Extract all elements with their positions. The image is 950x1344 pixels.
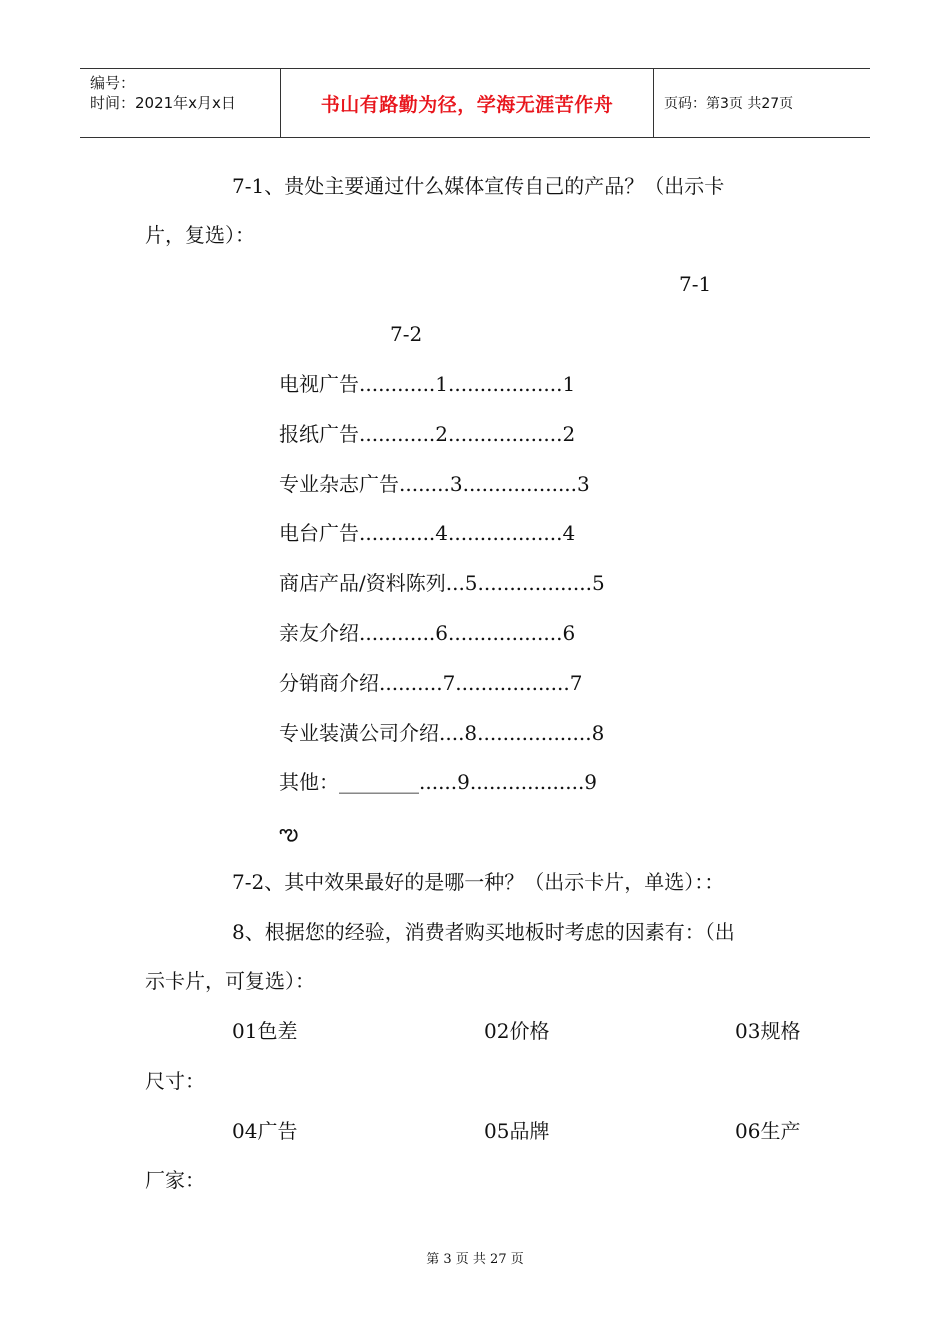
- option-row: 电视广告............1..................1: [279, 372, 576, 396]
- question-7-2: 7-2、其中效果最好的是哪一种？（出示卡片，单选）：：: [232, 870, 725, 894]
- page-header: [80, 68, 870, 138]
- factor-continuation: 厂家：: [145, 1168, 205, 1192]
- doc-time-label: 时间：2021年x月x日: [90, 94, 236, 112]
- option-row: 其他：________......9..................9: [279, 770, 598, 794]
- column-label-7-2: 7-2: [390, 322, 423, 346]
- header-page-cell: [654, 69, 870, 137]
- motto-text: 书山有路勤为径，学海无涯苦作舟: [320, 93, 614, 116]
- option-row: 电台广告............4..................4: [279, 521, 576, 545]
- factor-item: 03规格: [735, 1019, 801, 1043]
- question-7-1-line2: 片，复选）：: [145, 223, 255, 247]
- factor-item: 04广告: [232, 1119, 298, 1143]
- option-row: 专业杂志广告........3..................3: [279, 472, 590, 496]
- header-meta-cell: [80, 69, 281, 137]
- column-label-7-1: 7-1: [679, 272, 712, 296]
- doc-number-label: 编号：: [90, 74, 136, 92]
- question-8-line1: 8、根据您的经验，消费者购买地板时考虑的因素有：（出: [232, 920, 735, 944]
- factor-continuation: 尺寸：: [145, 1069, 205, 1093]
- ornament-glyph: ఌ: [279, 821, 299, 846]
- factor-item: 02价格: [484, 1019, 550, 1043]
- option-row: 报纸广告............2..................2: [279, 422, 576, 446]
- option-row: 商店产品/资料陈列...5..................5: [279, 571, 605, 595]
- question-7-1-line1: 7-1、贵处主要通过什么媒体宣传自己的产品？（出示卡: [232, 174, 725, 198]
- factor-item: 01色差: [232, 1019, 298, 1043]
- option-row: 亲友介绍............6..................6: [279, 621, 576, 645]
- header-motto-cell: [281, 69, 654, 137]
- option-row: 分销商介绍..........7..................7: [279, 671, 583, 695]
- factor-item: 06生产: [735, 1119, 801, 1143]
- factor-item: 05品牌: [484, 1119, 550, 1143]
- page-info: 页码：第3页 共27页: [664, 96, 794, 112]
- page-footer: 第 3 页 共 27 页: [426, 1252, 524, 1267]
- question-8-line2: 示卡片，可复选）：: [145, 969, 315, 993]
- option-row: 专业装潢公司介绍....8..................8: [279, 721, 605, 745]
